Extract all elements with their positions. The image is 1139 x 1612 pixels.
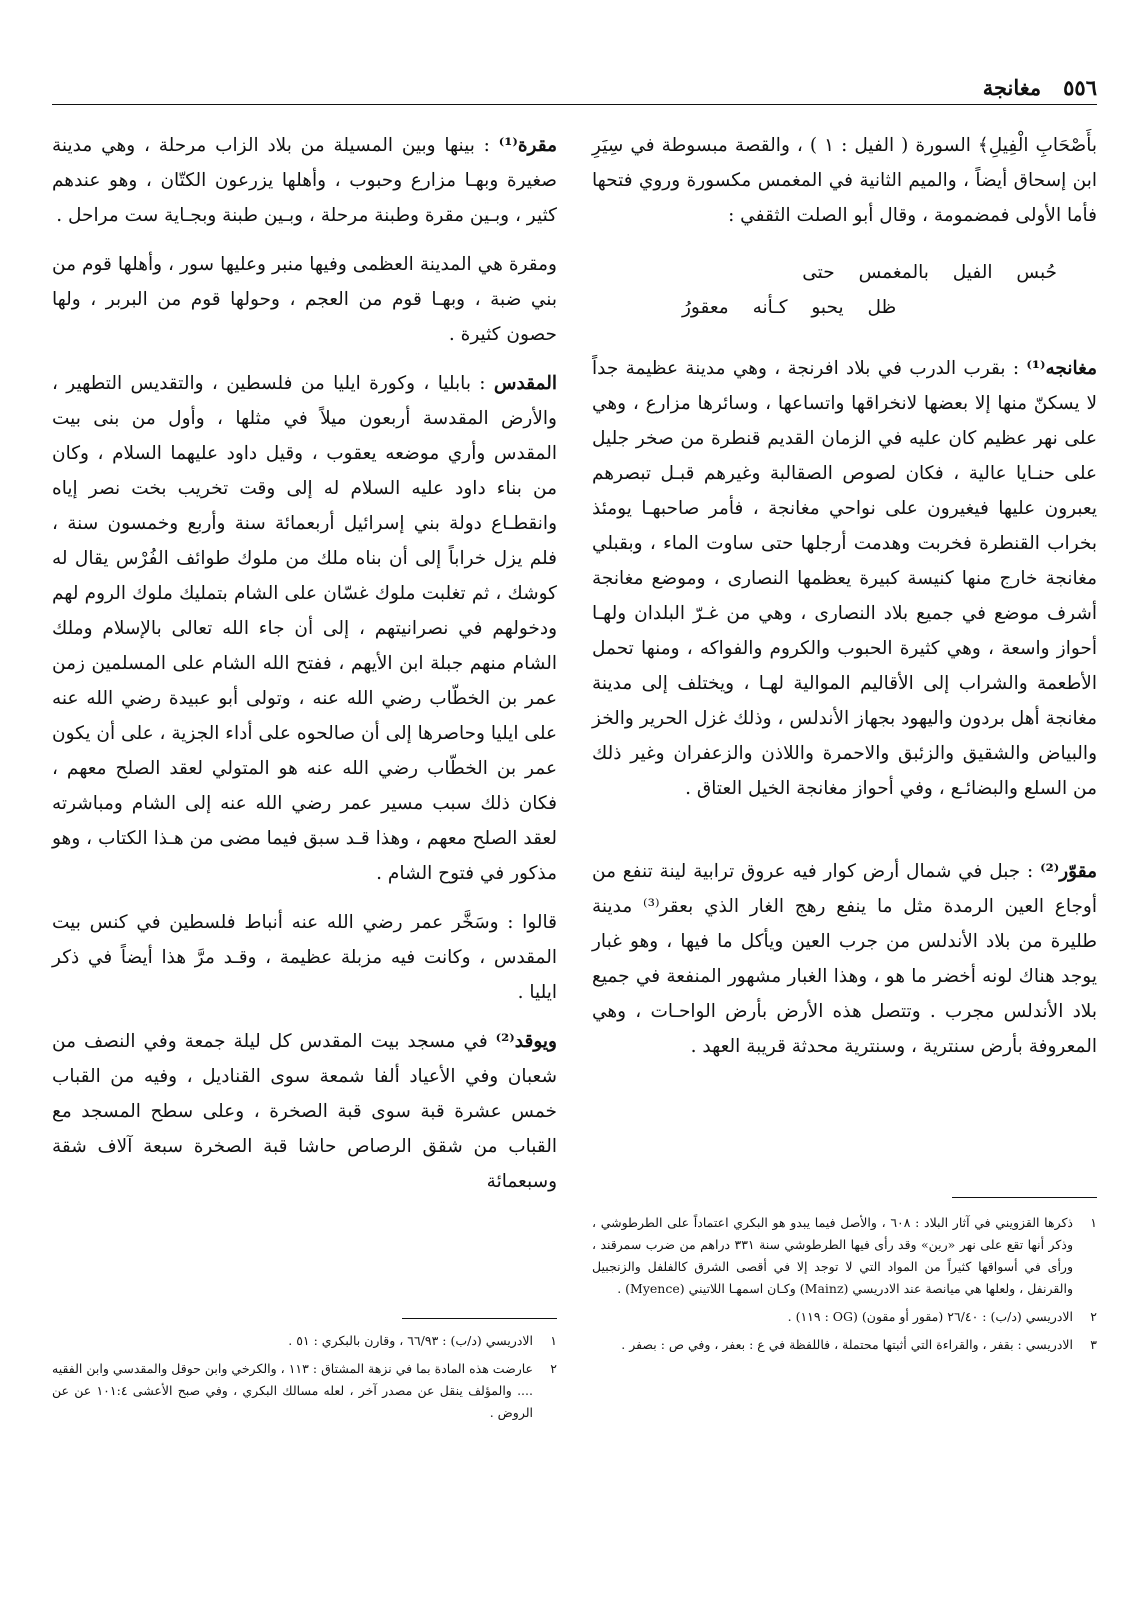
- poem-verse: حُبس الفيل بالمغمس حتى: [802, 262, 1057, 283]
- entry-term: مقرة⁽¹⁾: [498, 135, 557, 156]
- footnote-number: ٢: [550, 1361, 557, 1376]
- footnote-text: ذكرها القزويني في آثار البلاد : ٦٠٨ ، والأصل فيما يبدو هو البكري اعتماداً على الطرطوشي ، وذكر أنها تقع على نهر «رين» وقد رأى فيها الطرطوشي سنة ٣٣١ دراهم من ضرب سمرقند ، ورأى في أسواقها كثيراً من المواد التي لا توجد إلا في أقصى الشرق كالفلفل والزنجبيل والقرنفل ، ولعلها هي ميانصة عند الادريسي (Mainz) وكـان اسمهـا اللاتيني (Myence) .: [592, 1215, 1073, 1296]
- right-column: [592, 128, 1097, 1078]
- entry-term: ويوقد⁽²⁾: [495, 1031, 557, 1052]
- spacer: [592, 820, 1097, 854]
- footnote-number: ٣: [1090, 1337, 1097, 1352]
- footnotes-left: [52, 1330, 557, 1430]
- footnote: [592, 1306, 1097, 1328]
- poem-verse: ظل يحبو كـأنه معقورُ: [682, 297, 897, 318]
- left-column: [52, 128, 557, 1213]
- running-title: مغانجة: [982, 74, 1042, 100]
- entry-term: المقدس: [493, 373, 557, 394]
- footnotes-right: [592, 1212, 1097, 1362]
- entry-maqdis: [52, 366, 557, 891]
- entry-text: : جبل في شمال أرض كوار فيه عروق ترابية لينة تنفع من أوجاع العين الرمدة مثل ما ينفع رهج الغار الذي بعقر⁽³⁾ مدينة طليرة من بلاد الأندلس من جرب العين ويأكل ما فيها ، وهو غبار يوجد هناك لونه أخضر ما هو ، وهذا الغبار مشهور المنفعة في جميع بلاد الأندلس مجرب . وتتصل هذه الأرض بأرض الواحـات ، وهي المعروفة بأرض سنترية ، وسنترية محدثة قريبة العهد .: [592, 861, 1097, 1057]
- footnote: [592, 1212, 1097, 1300]
- entry-text: : بقرب الدرب في بلاد افرنجة ، وهي مدينة عظيمة جداً لا يسكنّ منها إلا بعضها لانخراقها واتساعها ، وسائرها مزارع ، وهي على نهر عظيم كان عليه في الزمان القديم قنطرة من صخر جليل على حنـايا عالية ، فكان لصوص الصقالبة وغيرهم قبـل تبصرهم يعبرون عليها فيغيرون على نواحي مغانجة ، فأمر صاحبهـا يومئذ بخراب القنطرة فخربت وهدمت أرجلها حتى ساوت الماء ، وبقبلي مغانجة خارج منها كنيسة كبيرة يعظمها النصارى ، وموضع مغانجة أشرف موضع في جميع بلاد النصارى ، وهي من غـرّ البلدان ولهـا أحواز واسعة ، وهي كثيرة الحبوب والكروم والفواكه ، ومنها تحمل الأطعمة والشراب إلى الأقاليم الموالية لهـا ، ويختلف إلى مدينة مغانجة أهل بردون واليهود بجهاز الأندلس ، وذلك غزل الحرير والخز والبياض والشقيق والزئبق والاحمرة واللاذن والزعفران وغير ذلك من السلع والبضائـع ، وفي أحواز مغانجة الخيل العتاق .: [592, 358, 1097, 799]
- footnote-text: الادريسي (د/ب) : ٢٦/٤٠ (مقور أو مقون) (OG : ١١٩) .: [787, 1309, 1073, 1324]
- footnote-text: عارضت هذه المادة بما في نزهة المشتاق : ١١٣ ، والكرخي وابن حوقل والمقدسي وابن الفقيه .... والمؤلف ينقل عن مصدر آخر ، لعله مسالك البكري ، وفي صبح الأعشى ١٠١:٤ عن عن الروض .: [52, 1361, 533, 1420]
- page-header: [52, 72, 1097, 102]
- entry-muqra: [52, 128, 557, 233]
- footnote: [52, 1358, 557, 1424]
- footnote: [592, 1334, 1097, 1356]
- footnote: [52, 1330, 557, 1352]
- entry-term: مغانجه⁽¹⁾: [1026, 358, 1097, 379]
- footnote-number: ١: [1090, 1215, 1097, 1230]
- footnote-number: ٢: [1090, 1309, 1097, 1324]
- footnote-rule: [952, 1197, 1097, 1198]
- poem-line: [682, 255, 1057, 290]
- page-number: ٥٥٦: [1063, 74, 1097, 100]
- paragraph: بأَصْحَابِ الْفِيلِ﴾ السورة ( الفيل : ١ ) ، والقصة مبسوطة في سِيَرِ ابن إسحاق أيضاً ، والميم الثانية في المغمس مكسورة وروي فتحها فأما الأولى فمضمومة ، وقال أبو الصلت الثقفي :: [592, 135, 1097, 226]
- entry-text: : بابليا ، وكورة ايليا من فلسطين ، والتقديس التطهير ، والأرض المقدسة أربعون ميلاً في مثلها ، وأول من بنى بيت المقدس وأري موضعه يعقوب ، وقيل داود عليهما السلام ، وكان من بناء داود عليه السلام له إلى وقت تخريب بخت نصر إياه وانقطـاع دولة بني إسرائيل أربعمائة سنة وأربع وخمسون سنة ، فلم يزل خراباً إلى أن بناه ملك من ملوك طوائف الفُرْس يقال له كوشك ، ثم تغلبت ملوك غسّان على الشام بتمليك ملوك الروم لهم ودخولهم في نصرانيتهم ، إلى أن جاء الله تعالى بالإسلام وملك الشام منهم جبلة ابن الأيهم ، ففتح الله الشام على المسلمين زمن عمر بن الخطّاب رضي الله عنه ، وتولى أبو عبيدة رضي الله عنه على ايليا وحاصرها إلى أن صالحوه على أداء الجزية ، على أن يكون عمر بن الخطّاب رضي الله عنه هو المتولي لعقد الصلح معهم ، فكان ذلك سبب مسير عمر رضي الله عنه إلى الشام ومباشرته لعقد الصلح معهم ، وهذا قـد سبق فيما مضى من هـذا الكتاب ، وهو مذكور في فتوح الشام .: [52, 373, 557, 884]
- footnote-number: ١: [550, 1333, 557, 1348]
- entry-yuqad: [52, 1024, 557, 1199]
- paragraph: ومقرة هي المدينة العظمى وفيها منبر وعليها سور ، وأهلها قوم من بني ضبة ، وبهـا قوم من العجم ، وحولها قوم من البربر ، ولها حصون كثيرة .: [52, 254, 557, 345]
- paragraph: قالوا : وسَخَّر عمر رضي الله عنه أنباط فلسطين في كنس بيت المقدس ، وكانت فيه مزبلة عظيمة ، وقـد مرَّ هذا أيضاً في ذكر ايليا .: [52, 912, 557, 1003]
- entry-text: في مسجد بيت المقدس كل ليلة جمعة وفي النصف من شعبان وفي الأعياد ألفا شمعة سوى القناديل ، وفيه من القباب خمس عشرة قبة سوى قبة الصخرة ، وعلى سطح المسجد مع القباب من شقق الرصاص حاشا قبة الصخرة سبعة آلاف شقة وسبعمائة: [52, 1031, 557, 1192]
- footnote-rule: [402, 1318, 557, 1319]
- poem: [682, 255, 1057, 325]
- entry-text: : بينها وبين المسيلة من بلاد الزاب مرحلة ، وهي مدينة صغيرة وبهـا مزارع وحبوب ، وأهلها يزرعون الكتّان ، وهو عندهم كثير ، وبـين مقرة وطبنة مرحلة ، وبـين طبنة وبجـاية ست مراحل .: [52, 135, 557, 226]
- footnote-text: الادريسي : بقفر ، والقراءة التي أثبتها محتملة ، فاللفظة في ع : بعفر ، وفي ص : بصفر .: [621, 1337, 1073, 1352]
- entry-muqawwar: [592, 854, 1097, 1064]
- entry-term: مقوّر⁽²⁾: [1040, 861, 1097, 882]
- poem-line: [682, 290, 1057, 325]
- header-rule: [52, 104, 1097, 105]
- entry-maghanja: [592, 351, 1097, 806]
- footnote-text: الادريسي (د/ب) : ٦٦/٩٣ ، وقارن بالبكري : ٥١ .: [288, 1333, 533, 1348]
